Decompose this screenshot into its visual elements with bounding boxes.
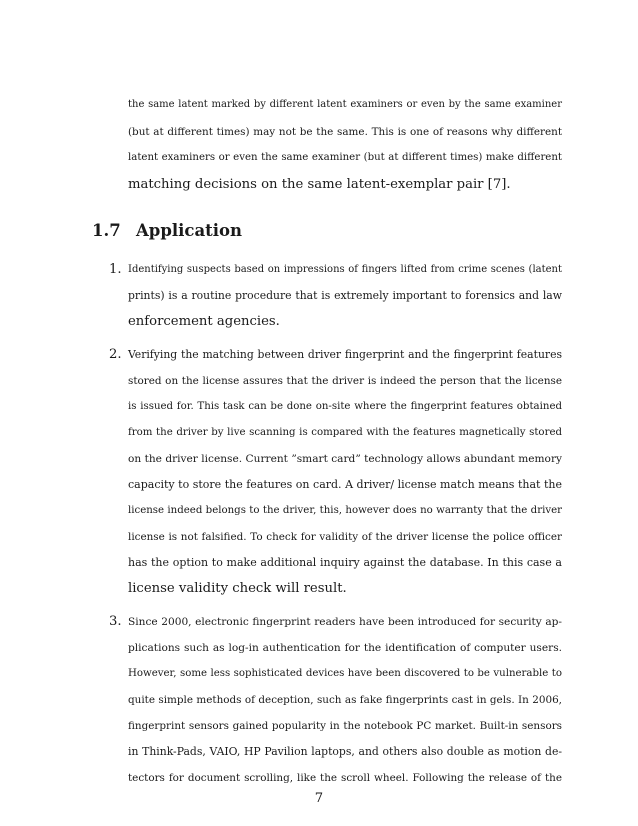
list-item-line: capacity to store the features on card. A driver/ license match means that the bbox=[128, 478, 562, 491]
section-number: 1.7 bbox=[92, 221, 121, 240]
intro-line: (but at different times) may not be the same. This is one of reasons why different bbox=[128, 126, 562, 138]
list-item-line: Since 2000, electronic fingerprint readers have been introduced for security ap- bbox=[128, 616, 562, 628]
list-marker: 1. bbox=[109, 262, 122, 277]
section-title: Application bbox=[136, 221, 243, 240]
page-number: 7 bbox=[314, 791, 324, 806]
intro-line: the same latent marked by different latent examiners or even by the same examiner bbox=[128, 99, 562, 110]
list-item-line: is issued for. This task can be done on-site where the fingerprint features obtained bbox=[128, 401, 562, 412]
list-marker: 3. bbox=[109, 614, 122, 629]
list-item-line: fingerprint sensors gained popularity in the notebook PC market. Built-in sensors bbox=[128, 720, 562, 732]
section-heading bbox=[92, 221, 242, 240]
list-item-line: license validity check will result. bbox=[128, 581, 347, 596]
list-item-line: enforcement agencies. bbox=[128, 314, 280, 329]
list-item-line: from the driver by live scanning is compared with the features magnetically stored bbox=[128, 427, 562, 438]
list-marker: 2. bbox=[109, 347, 122, 362]
list-item-line: stored on the license assures that the driver is indeed the person that the license bbox=[128, 375, 562, 387]
list-item-line: has the option to make additional inquiry against the database. In this case a bbox=[128, 556, 562, 569]
list-item-line: prints) is a routine procedure that is extremely important to forensics and law bbox=[128, 289, 562, 302]
list-item-line: plications such as log-in authentication for the identification of computer users. bbox=[128, 642, 562, 654]
list-item-line: Verifying the matching between driver fingerprint and the fingerprint features bbox=[128, 348, 562, 361]
list-item-line: tectors for document scrolling, like the scroll wheel. Following the release of the bbox=[128, 772, 562, 784]
list-item-line: quite simple methods of deception, such as fake fingerprints cast in gels. In 2006, bbox=[128, 694, 562, 706]
list-item-line: on the driver license. Current ”smart card” technology allows abundant memory bbox=[128, 453, 562, 465]
list-item-line: Identifying suspects based on impressions of fingers lifted from crime scenes (latent bbox=[128, 264, 562, 275]
intro-line: latent examiners or even the same examiner (but at different times) make different bbox=[128, 152, 562, 163]
intro-line: matching decisions on the same latent-exemplar pair [7]. bbox=[128, 177, 511, 192]
list-item-line: license indeed belongs to the driver, this, however does no warranty that the driver bbox=[128, 505, 562, 516]
list-item-line: However, some less sophisticated devices have been discovered to be vulnerable to bbox=[128, 668, 562, 679]
list-item-line: in Think-Pads, VAIO, HP Pavilion laptops, and others also double as motion de- bbox=[128, 745, 562, 758]
list-item-line: license is not falsified. To check for validity of the driver license the police officer bbox=[128, 531, 562, 543]
